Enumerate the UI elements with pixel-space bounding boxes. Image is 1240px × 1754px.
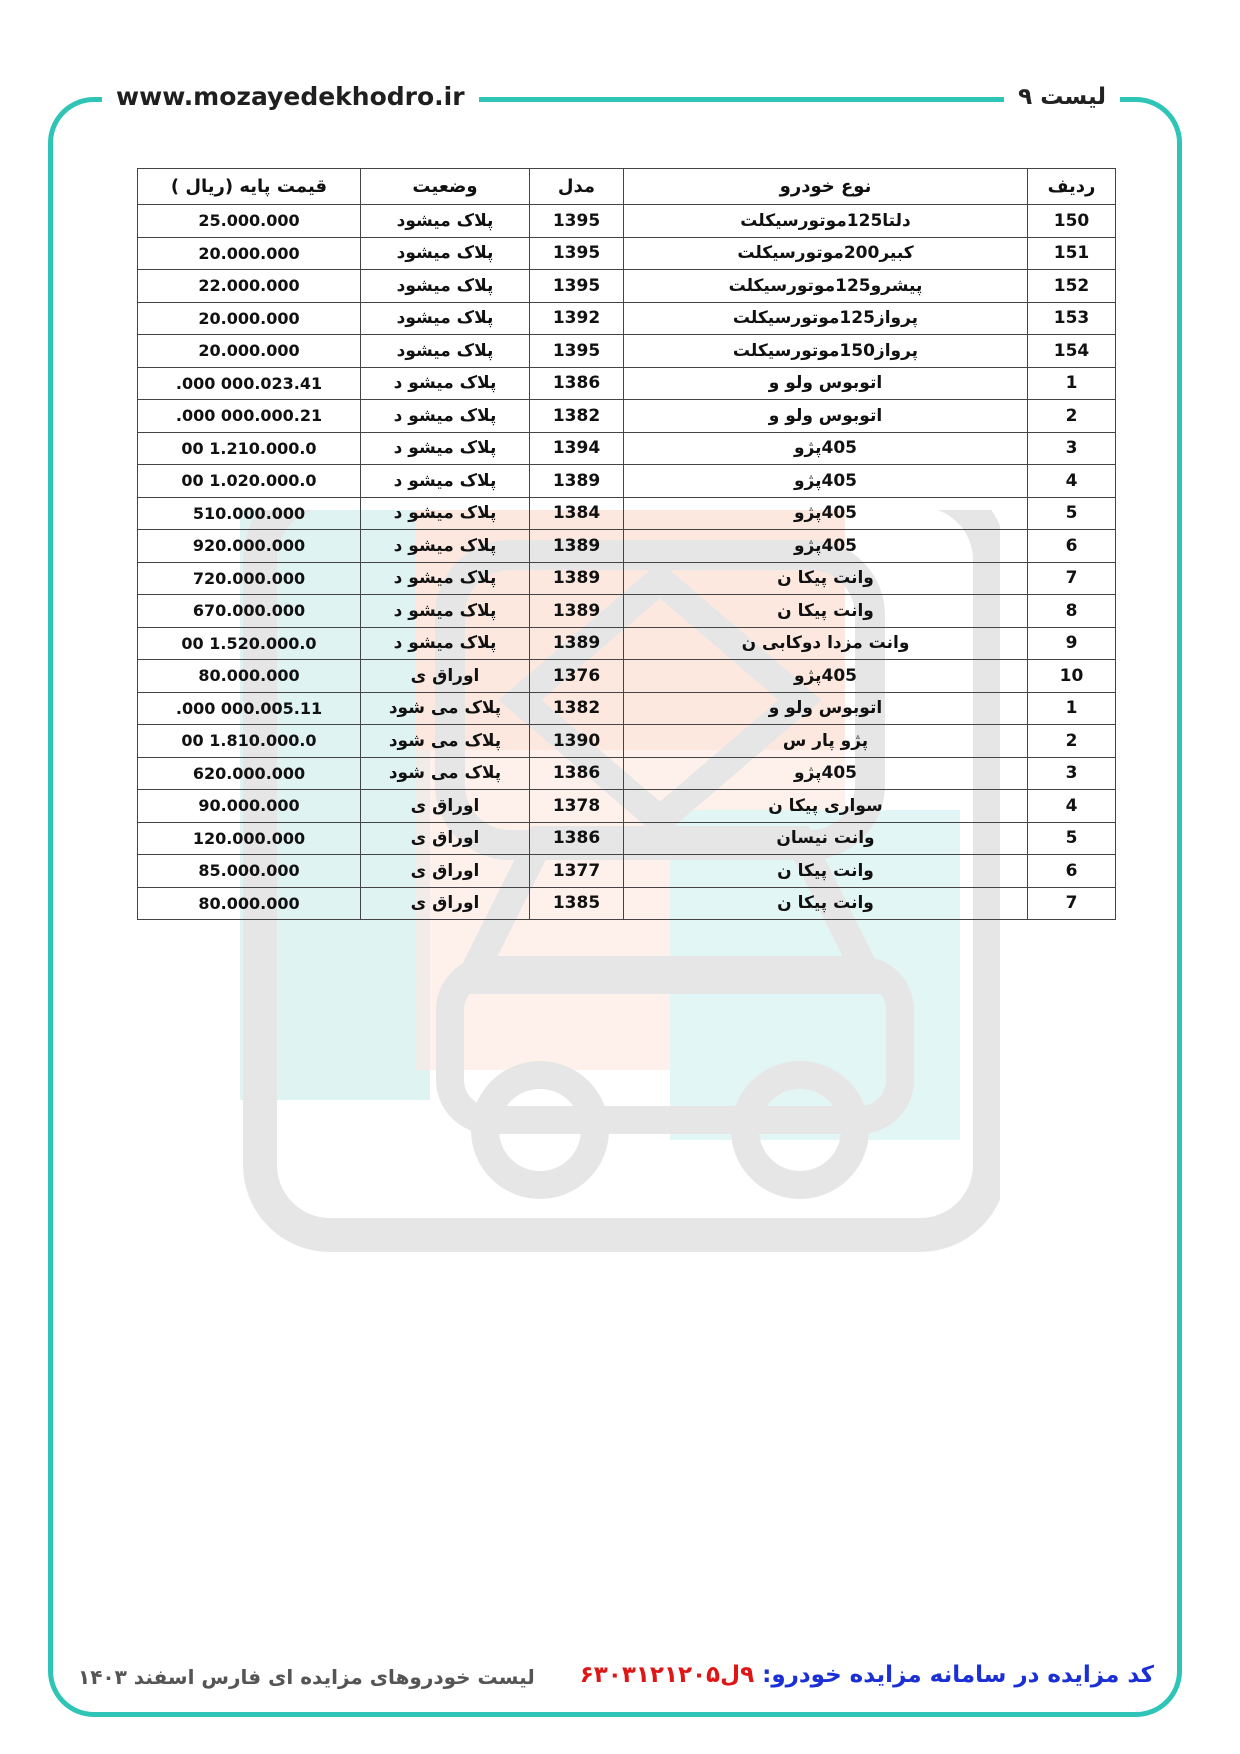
cell-price: 80.000.000 — [138, 660, 361, 693]
table-row — [138, 530, 1116, 563]
cell-radif: 8 — [1028, 595, 1116, 628]
cell-price: 000.000.21 000. — [138, 400, 361, 433]
cell-price: 80.000.000 — [138, 887, 361, 920]
auction-code-line — [580, 1662, 1154, 1688]
cell-price: 720.000.000 — [138, 562, 361, 595]
cell-type: اتوبوس ولو و — [624, 367, 1028, 400]
cell-model: 1389 — [530, 530, 624, 563]
table-row — [138, 432, 1116, 465]
cell-status: پلاک میشو د — [361, 432, 530, 465]
cell-status: پلاک میشو د — [361, 627, 530, 660]
column-header-model: مدل — [530, 169, 624, 205]
table-header-row — [138, 169, 1116, 205]
cell-radif: 3 — [1028, 757, 1116, 790]
column-header-radif: ردیف — [1028, 169, 1116, 205]
cell-price: 000.005.11 000. — [138, 692, 361, 725]
table-row — [138, 302, 1116, 335]
table-row — [138, 725, 1116, 758]
table-row — [138, 562, 1116, 595]
cell-model: 1376 — [530, 660, 624, 693]
cell-price: 20.000.000 — [138, 335, 361, 368]
cell-radif: 4 — [1028, 465, 1116, 498]
cell-type: وانت پیکا ن — [624, 562, 1028, 595]
cell-type: وانت پیکا ن — [624, 887, 1028, 920]
cell-type: کبیر200موتورسیکلت — [624, 237, 1028, 270]
cell-status: اوراق ی — [361, 887, 530, 920]
cell-model: 1392 — [530, 302, 624, 335]
cell-type: 405پژو — [624, 530, 1028, 563]
cell-radif: 5 — [1028, 822, 1116, 855]
cell-status: پلاک میشو د — [361, 497, 530, 530]
cell-radif: 150 — [1028, 205, 1116, 238]
table-row — [138, 205, 1116, 238]
cell-price: 120.000.000 — [138, 822, 361, 855]
cell-status: پلاک میشود — [361, 205, 530, 238]
table-row — [138, 660, 1116, 693]
cell-status: پلاک میشو د — [361, 595, 530, 628]
auction-code-value: ۹ل۶۳۰۳۱۲۱۲۰۵ — [579, 1662, 755, 1688]
cell-price: 620.000.000 — [138, 757, 361, 790]
column-header-status: وضعیت — [361, 169, 530, 205]
table-row — [138, 335, 1116, 368]
cell-status: پلاک میشود — [361, 302, 530, 335]
cell-status: اوراق ی — [361, 855, 530, 888]
cell-status: پلاک میشود — [361, 270, 530, 303]
table-row — [138, 887, 1116, 920]
cell-status: پلاک می شود — [361, 757, 530, 790]
cell-type: اتوبوس ولو و — [624, 692, 1028, 725]
table-row — [138, 822, 1116, 855]
cell-price: 000.023.41 000. — [138, 367, 361, 400]
cell-status: پلاک میشو د — [361, 400, 530, 433]
cell-price: 20.000.000 — [138, 237, 361, 270]
cell-model: 1382 — [530, 692, 624, 725]
cell-radif: 2 — [1028, 725, 1116, 758]
cell-radif: 7 — [1028, 887, 1116, 920]
table-row — [138, 757, 1116, 790]
cell-model: 1390 — [530, 725, 624, 758]
cell-price: 20.000.000 — [138, 302, 361, 335]
table-row — [138, 692, 1116, 725]
cell-radif: 6 — [1028, 530, 1116, 563]
cell-model: 1386 — [530, 367, 624, 400]
cell-price: 1.520.000.0 00 — [138, 627, 361, 660]
vehicle-table — [137, 168, 1116, 920]
cell-status: پلاک میشود — [361, 237, 530, 270]
cell-price: 1.210.000.0 00 — [138, 432, 361, 465]
cell-price: 1.810.000.0 00 — [138, 725, 361, 758]
cell-price: 510.000.000 — [138, 497, 361, 530]
cell-type: 405پژو — [624, 660, 1028, 693]
table-row — [138, 400, 1116, 433]
cell-type: وانت پیکا ن — [624, 595, 1028, 628]
cell-price: 90.000.000 — [138, 790, 361, 823]
cell-type: دلتا125موتورسیکلت — [624, 205, 1028, 238]
cell-type: 405پژو — [624, 432, 1028, 465]
cell-model: 1384 — [530, 497, 624, 530]
cell-model: 1385 — [530, 887, 624, 920]
cell-radif: 6 — [1028, 855, 1116, 888]
cell-radif: 1 — [1028, 692, 1116, 725]
cell-price: 25.000.000 — [138, 205, 361, 238]
table-row — [138, 790, 1116, 823]
table-row — [138, 497, 1116, 530]
column-header-type: نوع خودرو — [624, 169, 1028, 205]
cell-status: پلاک میشو د — [361, 530, 530, 563]
cell-type: اتوبوس ولو و — [624, 400, 1028, 433]
cell-radif: 153 — [1028, 302, 1116, 335]
cell-type: سواری پیکا ن — [624, 790, 1028, 823]
cell-radif: 5 — [1028, 497, 1116, 530]
cell-status: پلاک می شود — [361, 725, 530, 758]
site-url: www.mozayedekhodro.ir — [102, 76, 479, 118]
cell-model: 1378 — [530, 790, 624, 823]
cell-radif: 9 — [1028, 627, 1116, 660]
cell-model: 1377 — [530, 855, 624, 888]
cell-model: 1395 — [530, 335, 624, 368]
auction-code-label: کد مزایده در سامانه مزایده خودرو: — [762, 1662, 1154, 1688]
table-row — [138, 595, 1116, 628]
cell-model: 1389 — [530, 627, 624, 660]
cell-status: پلاک میشو د — [361, 562, 530, 595]
table-row — [138, 855, 1116, 888]
cell-model: 1386 — [530, 822, 624, 855]
cell-model: 1395 — [530, 237, 624, 270]
table-row — [138, 465, 1116, 498]
cell-radif: 3 — [1028, 432, 1116, 465]
cell-status: پلاک میشود — [361, 335, 530, 368]
table-row — [138, 627, 1116, 660]
cell-status: پلاک می شود — [361, 692, 530, 725]
cell-radif: 7 — [1028, 562, 1116, 595]
cell-radif: 4 — [1028, 790, 1116, 823]
cell-status: اوراق ی — [361, 822, 530, 855]
table-row — [138, 237, 1116, 270]
table-row — [138, 270, 1116, 303]
cell-type: 405پژو — [624, 497, 1028, 530]
cell-model: 1389 — [530, 465, 624, 498]
cell-price: 1.020.000.0 00 — [138, 465, 361, 498]
cell-type: 405پژو — [624, 757, 1028, 790]
cell-radif: 154 — [1028, 335, 1116, 368]
cell-status: اوراق ی — [361, 660, 530, 693]
cell-radif: 152 — [1028, 270, 1116, 303]
cell-radif: 10 — [1028, 660, 1116, 693]
cell-type: پژو پار س — [624, 725, 1028, 758]
cell-model: 1395 — [530, 205, 624, 238]
cell-model: 1394 — [530, 432, 624, 465]
cell-model: 1386 — [530, 757, 624, 790]
table-row — [138, 367, 1116, 400]
column-header-price: قیمت پایه (ریال ) — [138, 169, 361, 205]
cell-radif: 1 — [1028, 367, 1116, 400]
cell-price: 85.000.000 — [138, 855, 361, 888]
list-title: لیست ۹ — [1004, 76, 1120, 118]
cell-price: 22.000.000 — [138, 270, 361, 303]
footer-list-caption: لیست خودروهای مزایده ای فارس اسفند ۱۴۰۳ — [78, 1665, 535, 1689]
cell-type: وانت پیکا ن — [624, 855, 1028, 888]
cell-type: وانت مزدا دوکابی ن — [624, 627, 1028, 660]
cell-price: 670.000.000 — [138, 595, 361, 628]
cell-radif: 151 — [1028, 237, 1116, 270]
cell-status: پلاک میشو د — [361, 465, 530, 498]
cell-radif: 2 — [1028, 400, 1116, 433]
cell-model: 1389 — [530, 595, 624, 628]
cell-type: پرواز125موتورسیکلت — [624, 302, 1028, 335]
cell-price: 920.000.000 — [138, 530, 361, 563]
cell-model: 1389 — [530, 562, 624, 595]
cell-status: اوراق ی — [361, 790, 530, 823]
cell-model: 1382 — [530, 400, 624, 433]
cell-model: 1395 — [530, 270, 624, 303]
cell-type: وانت نیسان — [624, 822, 1028, 855]
cell-type: پرواز150موتورسیکلت — [624, 335, 1028, 368]
cell-type: پیشرو125موتورسیکلت — [624, 270, 1028, 303]
cell-type: 405پژو — [624, 465, 1028, 498]
cell-status: پلاک میشو د — [361, 367, 530, 400]
